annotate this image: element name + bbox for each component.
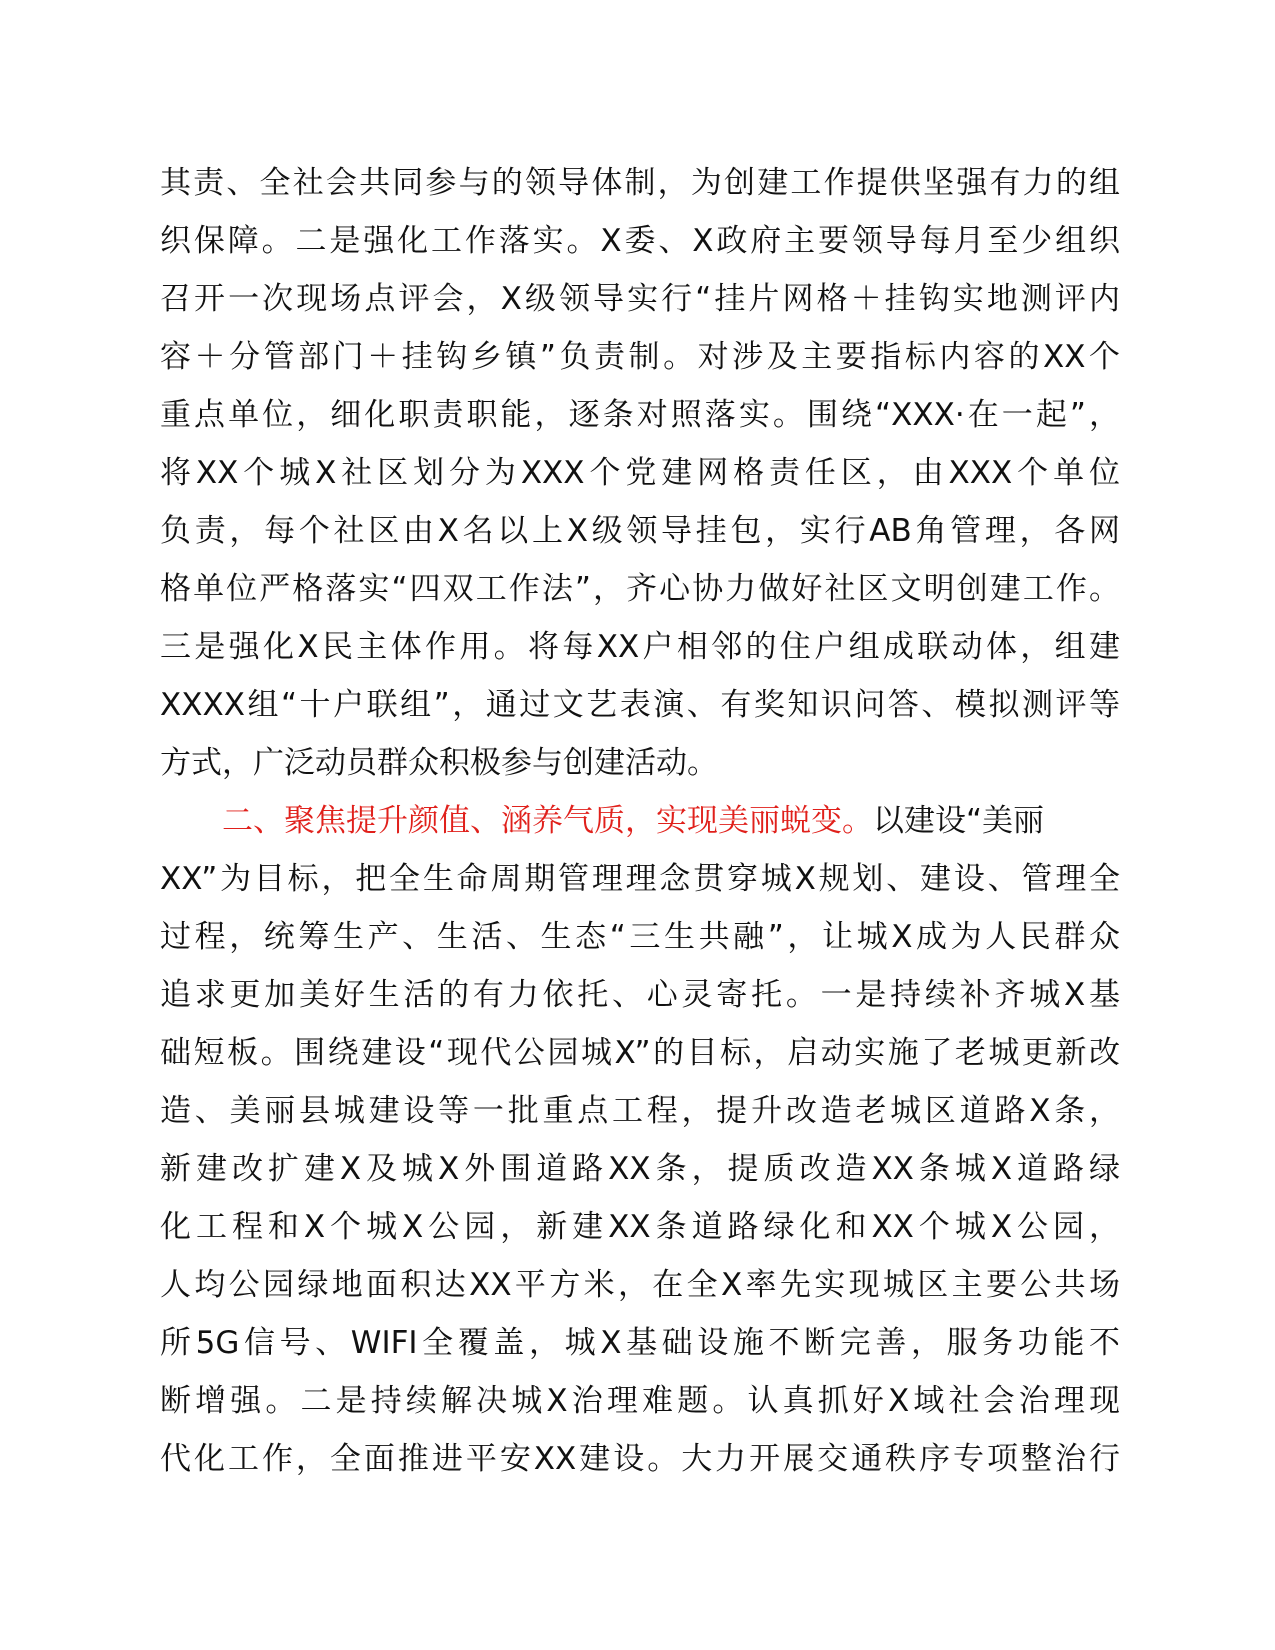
text-line: 织保障。二是强化工作落实。X委、X政府主要领导每月至少组织 [160, 223, 1120, 259]
text-line: 其责、全社会共同参与的领导体制，为创建工作提供坚强有力的组 [160, 165, 1120, 201]
text-line: 重点单位，细化职责职能，逐条对照落实。围绕“XXX·在一起”， [160, 397, 1120, 433]
text-line: XX”为目标，把全生命周期管理理念贯穿城X规划、建设、管理全 [160, 861, 1120, 897]
text-line: 过程，统筹生产、生活、生态“三生共融”，让城X成为人民群众 [160, 919, 1120, 955]
text-line: 代化工作，全面推进平安XX建设。大力开展交通秩序专项整治行 [160, 1441, 1120, 1477]
text-line: 新建改扩建X及城X外围道路XX条，提质改造XX条城X道路绿 [160, 1151, 1120, 1187]
text-line: 化工程和X个城X公园，新建XX条道路绿化和XX个城X公园， [160, 1209, 1120, 1245]
text-line: 将XX个城X社区划分为XXX个党建网格责任区，由XXX个单位 [160, 455, 1120, 491]
text-line: 容＋分管部门＋挂钩乡镇”负责制。对涉及主要指标内容的XX个 [160, 339, 1120, 375]
section-heading-line [160, 792, 1120, 850]
text-line: 追求更加美好生活的有力依托、心灵寄托。一是持续补齐城X基 [160, 977, 1120, 1013]
text-line: 三是强化X民主体作用。将每XX户相邻的住户组成联动体，组建 [160, 629, 1120, 665]
text-line: 造、美丽县城建设等一批重点工程，提升改造老城区道路X条， [160, 1093, 1120, 1129]
text-line: 召开一次现场点评会，X级领导实行“挂片网格＋挂钩实地测评内 [160, 281, 1120, 317]
text-line: 方式，广泛动员群众积极参与创建活动。 [160, 745, 718, 781]
text-line: 人均公园绿地面积达XX平方米，在全X率先实现城区主要公共场 [160, 1267, 1120, 1303]
section-heading: 二、聚焦提升颜值、涵养气质，实现美丽蜕变。 [222, 803, 873, 839]
text-line: 负责，每个社区由X名以上X级领导挂包，实行AB角管理，各网 [160, 513, 1120, 549]
text-line: 础短板。围绕建设“现代公园城X”的目标，启动实施了老城更新改 [160, 1035, 1120, 1071]
section-heading-rest: 以建设“美丽 [873, 803, 1045, 839]
text-line: XXXX组“十户联组”，通过文艺表演、有奖知识问答、模拟测评等 [160, 687, 1120, 723]
text-line: 格单位严格落实“四双工作法”，齐心协力做好社区文明创建工作。 [160, 571, 1120, 607]
body-text [160, 154, 1120, 1488]
text-line: 所5G信号、WIFI全覆盖，城X基础设施不断完善，服务功能不 [160, 1325, 1120, 1361]
text-line: 断增强。二是持续解决城X治理难题。认真抓好X域社会治理现 [160, 1383, 1120, 1419]
